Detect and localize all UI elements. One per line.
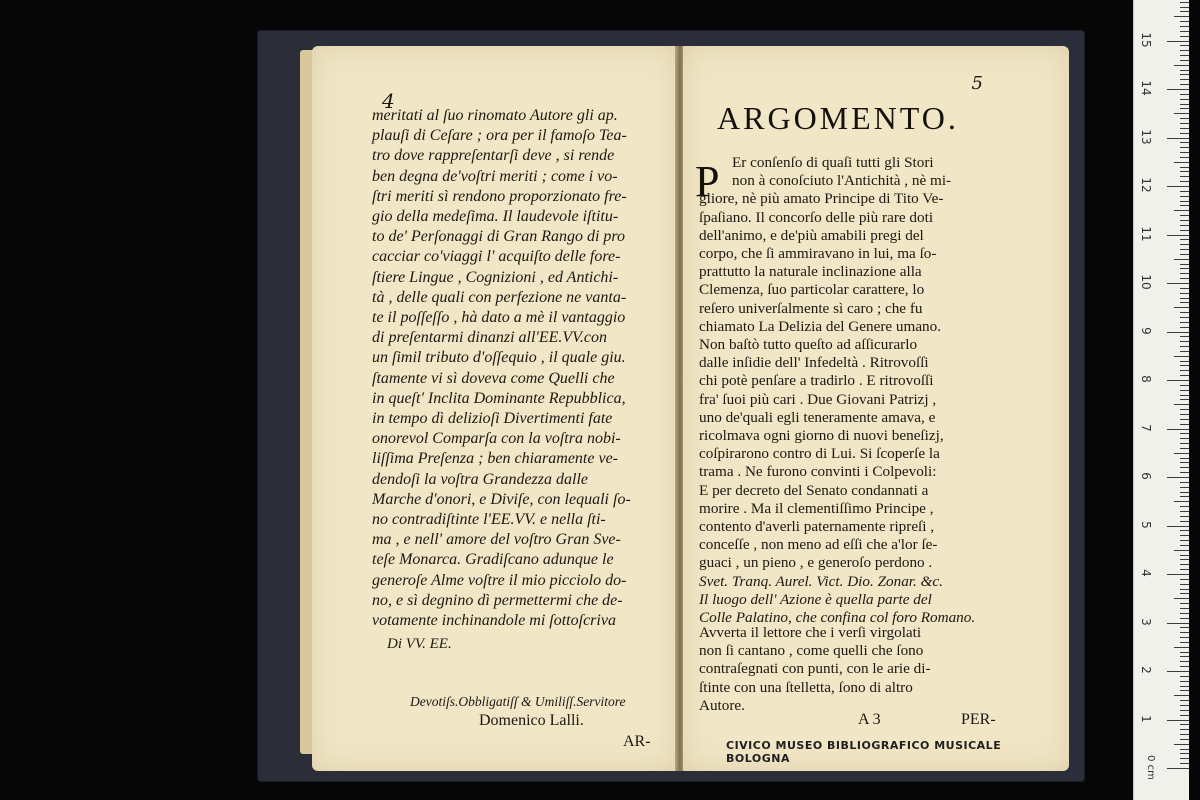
ruler-tick xyxy=(1180,390,1189,391)
ruler-tick xyxy=(1180,608,1189,609)
ruler-tick xyxy=(1180,176,1189,177)
ruler-tick xyxy=(1180,312,1189,313)
ruler-tick xyxy=(1167,380,1189,381)
text-line: generoſe Alme voſtre il mio picciolo do- xyxy=(372,571,627,589)
ruler-tick xyxy=(1180,375,1189,376)
ruler-tick xyxy=(1167,332,1189,333)
ruler-tick xyxy=(1180,201,1189,202)
ruler-tick xyxy=(1180,632,1189,633)
ruler-tick xyxy=(1180,84,1189,85)
ruler-tick xyxy=(1180,215,1189,216)
signature-line-1: Devotiſs.Obbligatiſſ & Umiliſſ.Servitore xyxy=(410,694,626,709)
ruler-tick xyxy=(1180,753,1189,754)
ruler-tick xyxy=(1180,268,1189,269)
ruler-tick xyxy=(1180,555,1189,556)
ruler-tick xyxy=(1180,710,1189,711)
ruler-number: 8 xyxy=(1139,375,1153,383)
text-line: non ſi cantano , come quelli che ſono xyxy=(699,642,924,660)
ruler-tick xyxy=(1174,356,1189,357)
argomento-heading: ARGOMENTO. xyxy=(717,100,959,136)
ruler-tick xyxy=(1180,443,1189,444)
left-page xyxy=(312,46,677,771)
text-line: contento d'averli paternamente ripreſi , xyxy=(699,518,935,536)
text-line: di preſentarmi dinanzi all'EE.VV.con xyxy=(372,329,607,347)
ruler-tick xyxy=(1180,424,1189,425)
ruler-tick xyxy=(1180,458,1189,459)
text-line: gliore, nè più amato Principe di Tito Ve- xyxy=(699,190,944,208)
text-line: reſero univerſalmente sì caro ; che fu xyxy=(699,299,923,317)
ruler-tick xyxy=(1180,128,1189,129)
ruler-tick xyxy=(1180,467,1189,468)
ruler-tick xyxy=(1180,637,1189,638)
ruler-tick xyxy=(1180,55,1189,56)
ruler-tick xyxy=(1180,142,1189,143)
ruler-tick xyxy=(1180,627,1189,628)
ruler-tick xyxy=(1180,317,1189,318)
ruler-tick xyxy=(1167,235,1189,236)
text-line: Er conſenſo di quaſi tutti gli Stori xyxy=(732,154,934,171)
ruler-tick xyxy=(1180,729,1189,730)
text-line: dell'animo, e de'più amabili pregi del xyxy=(699,226,924,244)
ruler-tick xyxy=(1180,133,1189,134)
ruler-tick xyxy=(1180,472,1189,473)
ruler-tick xyxy=(1167,283,1189,284)
text-line: onorevol Comparſa con la voſtra nobi- xyxy=(372,430,621,448)
drop-cap: P xyxy=(695,157,720,206)
right-page xyxy=(683,46,1069,771)
ruler-tick xyxy=(1174,113,1189,114)
ruler-tick xyxy=(1180,322,1189,323)
ruler-tick xyxy=(1180,385,1189,386)
ruler-number: 2 xyxy=(1139,666,1153,674)
ruler-number: 1 xyxy=(1139,714,1153,723)
ruler-tick xyxy=(1180,361,1189,362)
ruler-tick xyxy=(1180,399,1189,400)
ruler-tick xyxy=(1174,162,1189,163)
ruler-tick xyxy=(1167,574,1189,575)
ruler-tick xyxy=(1180,293,1189,294)
ruler-number: 9 xyxy=(1139,326,1153,335)
ruler-tick xyxy=(1180,715,1189,716)
ruler-tick xyxy=(1180,220,1189,221)
ruler-number: 13 xyxy=(1139,128,1153,145)
ruler-tick xyxy=(1167,41,1189,42)
text-line: chi potè penſare a tradirlo . E ritrovoſſi xyxy=(699,372,934,390)
ruler-tick xyxy=(1180,681,1189,682)
ruler-tick xyxy=(1180,239,1189,240)
dedication-closing: Di VV. EE. xyxy=(387,636,452,652)
text-line: dendoſi la voſtra Grandezza dalle xyxy=(372,470,588,488)
ruler-tick xyxy=(1180,99,1189,100)
ruler-tick xyxy=(1180,278,1189,279)
ruler-tick xyxy=(1180,327,1189,328)
ruler-tick xyxy=(1180,249,1189,250)
right-catchword: PER- xyxy=(961,711,996,728)
ruler-tick xyxy=(1180,70,1189,71)
text-line: ricolmava ogni giorno di nuovi beneſizj, xyxy=(699,427,944,445)
text-line: Il luogo dell' Azione è quella parte del xyxy=(699,590,932,608)
ruler-unit-label: 0 cm xyxy=(1144,755,1156,780)
ruler-tick xyxy=(1180,152,1189,153)
ruler-tick xyxy=(1180,686,1189,687)
ruler-tick xyxy=(1180,346,1189,347)
ruler-tick xyxy=(1180,462,1189,463)
text-line: in tempo dì delizioſi Divertimenti fate xyxy=(372,410,613,428)
ruler-tick xyxy=(1167,477,1189,478)
left-catchword: AR- xyxy=(623,733,651,750)
text-line: trama . Ne furono convinti i Colpevoli: xyxy=(699,463,937,481)
ruler-number: 12 xyxy=(1139,177,1153,193)
text-line: morire . Ma il clementiſſimo Principe , xyxy=(699,499,934,517)
ruler-tick xyxy=(1180,521,1189,522)
ruler-tick xyxy=(1180,530,1189,531)
ruler-tick xyxy=(1180,45,1189,46)
text-line: votamente inchinandole mi ſottoſcriva xyxy=(372,612,616,630)
text-line: corpo, che ſi ammiravano in lui, ma ſo- xyxy=(699,245,937,263)
measurement-ruler xyxy=(1133,0,1189,800)
ruler-tick xyxy=(1180,395,1189,396)
text-line: Marche d'onori, e Diviſe, con lequali ſo- xyxy=(372,490,631,508)
ruler-tick xyxy=(1180,11,1189,12)
ruler-number: 10 xyxy=(1139,274,1153,290)
ruler-tick xyxy=(1180,535,1189,536)
text-line: uno de'quali egli teneramente amava, e xyxy=(699,408,936,426)
ruler-tick xyxy=(1180,94,1189,95)
ruler-tick xyxy=(1180,656,1189,657)
ruler-tick xyxy=(1180,433,1189,434)
ruler-tick xyxy=(1180,749,1189,750)
ruler-tick xyxy=(1180,593,1189,594)
ruler-tick xyxy=(1180,579,1189,580)
ruler-tick xyxy=(1180,516,1189,517)
ruler-tick xyxy=(1174,16,1189,17)
ruler-tick xyxy=(1180,205,1189,206)
ruler-tick xyxy=(1174,453,1189,454)
ruler-tick xyxy=(1180,74,1189,75)
ruler-tick xyxy=(1180,50,1189,51)
ruler-number: 7 xyxy=(1139,423,1153,432)
ruler-tick xyxy=(1167,526,1189,527)
ruler-tick xyxy=(1180,734,1189,735)
ruler-tick xyxy=(1180,196,1189,197)
ruler-tick xyxy=(1180,60,1189,61)
ruler-tick xyxy=(1167,138,1189,139)
ruler-tick xyxy=(1180,7,1189,8)
ruler-tick xyxy=(1180,589,1189,590)
ruler-tick xyxy=(1180,666,1189,667)
text-line: tro dove rappreſentarſi deve , si rende xyxy=(372,147,615,165)
ruler-tick xyxy=(1180,167,1189,168)
ruler-tick xyxy=(1180,540,1189,541)
signature-mark: A 3 xyxy=(858,711,881,728)
ruler-tick xyxy=(1180,690,1189,691)
text-line: prattutto la naturale inclinazione alla xyxy=(699,263,922,281)
text-line: Colle Palatino, che confina col foro Romano. xyxy=(699,609,976,627)
ruler-tick xyxy=(1167,89,1189,90)
text-line: ſtamente vi sì doveva come Quelli che xyxy=(372,369,615,387)
ruler-tick xyxy=(1180,351,1189,352)
text-line: liſſima Preſenza ; ben chiaramente ve- xyxy=(372,450,618,468)
ruler-tick xyxy=(1180,569,1189,570)
ruler-tick xyxy=(1180,409,1189,410)
ruler-tick xyxy=(1167,623,1189,624)
text-line: no contradiſtinte l'EE.VV. e nella ſti- xyxy=(372,511,606,529)
ruler-tick xyxy=(1180,191,1189,192)
ruler-tick xyxy=(1180,254,1189,255)
ruler-tick xyxy=(1174,307,1189,308)
ruler-tick xyxy=(1167,186,1189,187)
reader-note xyxy=(699,624,931,715)
ruler-tick xyxy=(1174,404,1189,405)
ruler-tick xyxy=(1180,181,1189,182)
text-line: dalle inſidie dell' Infedeltà . Ritrovoſſi xyxy=(699,354,929,372)
ruler-tick xyxy=(1174,65,1189,66)
ruler-number xyxy=(1139,0,1153,1)
text-line: Non baſtò tutto queſto ad aſſicurarlo xyxy=(699,336,918,354)
ruler-tick xyxy=(1180,225,1189,226)
ruler-tick xyxy=(1180,419,1189,420)
ruler-tick xyxy=(1180,584,1189,585)
text-line: ma , e nell' amore del voſtro Gran Sve- xyxy=(372,531,621,549)
text-line: meritati al ſuo rinomato Autore gli ap. xyxy=(372,107,618,124)
text-line: to de' Perſonaggi di Gran Rango di pro xyxy=(372,228,626,246)
ruler-tick xyxy=(1180,341,1189,342)
ruler-tick xyxy=(1180,336,1189,337)
ruler-tick xyxy=(1180,264,1189,265)
ruler-tick xyxy=(1180,559,1189,560)
ruler-tick xyxy=(1180,496,1189,497)
ruler-tick xyxy=(1180,603,1189,604)
ruler-tick xyxy=(1180,642,1189,643)
text-line: plauſi di Ceſare ; ora per il famoſo Tea- xyxy=(372,127,627,145)
ruler-tick xyxy=(1180,652,1189,653)
ruler-tick xyxy=(1180,724,1189,725)
text-line: tà , delle quali con perfezione ne vanta- xyxy=(372,288,627,306)
ruler-tick xyxy=(1174,550,1189,551)
text-line: ſtinte con una ſtelletta, ſono di altro xyxy=(699,678,913,696)
ruler-tick xyxy=(1174,501,1189,502)
ruler-number: 5 xyxy=(1139,520,1153,529)
text-line: Avverta il lettore che i verſi virgolati xyxy=(699,624,922,641)
signature-name: Domenico Lalli. xyxy=(479,712,584,729)
text-line: un ſimil tributo d'oſſequio , il quale giu. xyxy=(372,349,626,367)
ruler-tick xyxy=(1180,438,1189,439)
ruler-tick xyxy=(1180,21,1189,22)
ruler-tick xyxy=(1180,414,1189,415)
library-stamp: CIVICO MUSEO BIBLIOGRAFICO MUSICALE BOLOGNA xyxy=(726,739,1002,765)
ruler-number: 3 xyxy=(1139,617,1153,626)
ruler-tick xyxy=(1180,758,1189,759)
ruler-tick xyxy=(1180,31,1189,32)
ruler-tick xyxy=(1180,705,1189,706)
ruler-tick xyxy=(1174,695,1189,696)
ruler-tick xyxy=(1180,123,1189,124)
ruler-tick xyxy=(1180,700,1189,701)
text-line: Svet. Tranq. Aurel. Vict. Dio. Zonar. &c. xyxy=(699,572,943,590)
ruler-tick xyxy=(1174,210,1189,211)
left-page-number: 4 xyxy=(382,89,395,113)
ruler-tick xyxy=(1180,506,1189,507)
ruler-tick xyxy=(1180,244,1189,245)
text-line: no, e sì degnino dì permettermi che de- xyxy=(372,591,623,609)
text-line: non à conoſciuto l'Antichità , nè mi- xyxy=(732,172,952,190)
text-line: contraſegnati con punti, con le arie di- xyxy=(699,660,931,678)
ruler-tick xyxy=(1180,511,1189,512)
ruler-tick xyxy=(1180,492,1189,493)
ruler-tick xyxy=(1167,429,1189,430)
text-line: fra' ſuoi più cari . Due Giovani Patrizj , xyxy=(699,390,937,408)
ruler-tick xyxy=(1180,482,1189,483)
ruler-tick xyxy=(1174,647,1189,648)
ruler-tick xyxy=(1180,118,1189,119)
ruler-tick xyxy=(1180,298,1189,299)
text-line: Autore. xyxy=(699,696,745,714)
text-line: Clemenza, ſuo particolar carattere, lo xyxy=(699,281,925,299)
ruler-tick xyxy=(1180,613,1189,614)
text-line: te il poſſeſſo , hà dato a mè il vantaggio xyxy=(372,309,626,327)
ruler-tick xyxy=(1180,79,1189,80)
ruler-tick xyxy=(1180,661,1189,662)
text-line: conceſſe , non meno ad eſſi che a'lor ſe- xyxy=(699,536,938,554)
ruler-tick xyxy=(1180,448,1189,449)
text-line: gio della medeſima. Il laudevole iſtitu- xyxy=(372,208,619,226)
ruler-tick xyxy=(1180,545,1189,546)
ruler-number: 11 xyxy=(1139,225,1153,242)
text-line: coſpirarono contro di Lui. Si ſcoperſe la xyxy=(699,445,940,463)
text-line: ben degna de'voſtri meriti ; come i vo- xyxy=(372,167,618,185)
ruler-tick xyxy=(1180,564,1189,565)
text-line: chiamato La Delizia del Genere umano. xyxy=(699,317,942,335)
ruler-tick xyxy=(1180,618,1189,619)
ruler-tick xyxy=(1167,768,1189,769)
ruler-tick xyxy=(1167,671,1189,672)
ruler-tick xyxy=(1180,230,1189,231)
ruler-tick xyxy=(1180,370,1189,371)
ruler-tick xyxy=(1180,157,1189,158)
ruler-tick xyxy=(1167,720,1189,721)
ruler-tick xyxy=(1180,147,1189,148)
ruler-number: 14 xyxy=(1139,80,1153,96)
ruler-tick xyxy=(1174,598,1189,599)
left-page-text xyxy=(372,106,631,631)
ruler-tick xyxy=(1180,36,1189,37)
text-line: ſtiere Lingue , Cognizioni , ed Antichi- xyxy=(372,268,619,286)
ruler-number: 6 xyxy=(1139,472,1153,480)
ruler-number: 15 xyxy=(1139,31,1153,48)
ruler-tick xyxy=(1180,763,1189,764)
ruler-tick xyxy=(1180,104,1189,105)
text-line: E per decreto del Senato condannati a xyxy=(699,481,929,499)
text-line: ſpaſiano. Il concorſo delle più rare doti xyxy=(699,208,934,226)
ruler-tick xyxy=(1180,288,1189,289)
ruler-tick xyxy=(1180,273,1189,274)
ruler-number: 4 xyxy=(1139,569,1153,577)
ruler-tick xyxy=(1180,302,1189,303)
ruler-tick xyxy=(1180,108,1189,109)
ruler-tick xyxy=(1180,487,1189,488)
ruler-tick xyxy=(1180,676,1189,677)
text-line: in queſt' Inclita Dominante Repubblica, xyxy=(372,389,626,407)
text-line: cacciar co'viaggi l' acquiſto delle fore- xyxy=(372,248,621,266)
ruler-tick xyxy=(1180,365,1189,366)
right-page-text xyxy=(699,154,975,627)
ruler-tick xyxy=(1174,744,1189,745)
ruler-tick xyxy=(1174,259,1189,260)
ruler-tick xyxy=(1180,739,1189,740)
ruler-tick xyxy=(1180,26,1189,27)
ruler-tick xyxy=(1180,2,1189,3)
right-page-number: 5 xyxy=(971,73,983,94)
text-line: teſe Monarca. Gradiſcano adunque le xyxy=(372,551,614,569)
text-line: ſtri meriti sì rendono proporzionato fre- xyxy=(372,187,627,205)
ruler-tick xyxy=(1180,171,1189,172)
text-line: guaci , un pieno , e generoſo perdono . xyxy=(699,554,933,572)
